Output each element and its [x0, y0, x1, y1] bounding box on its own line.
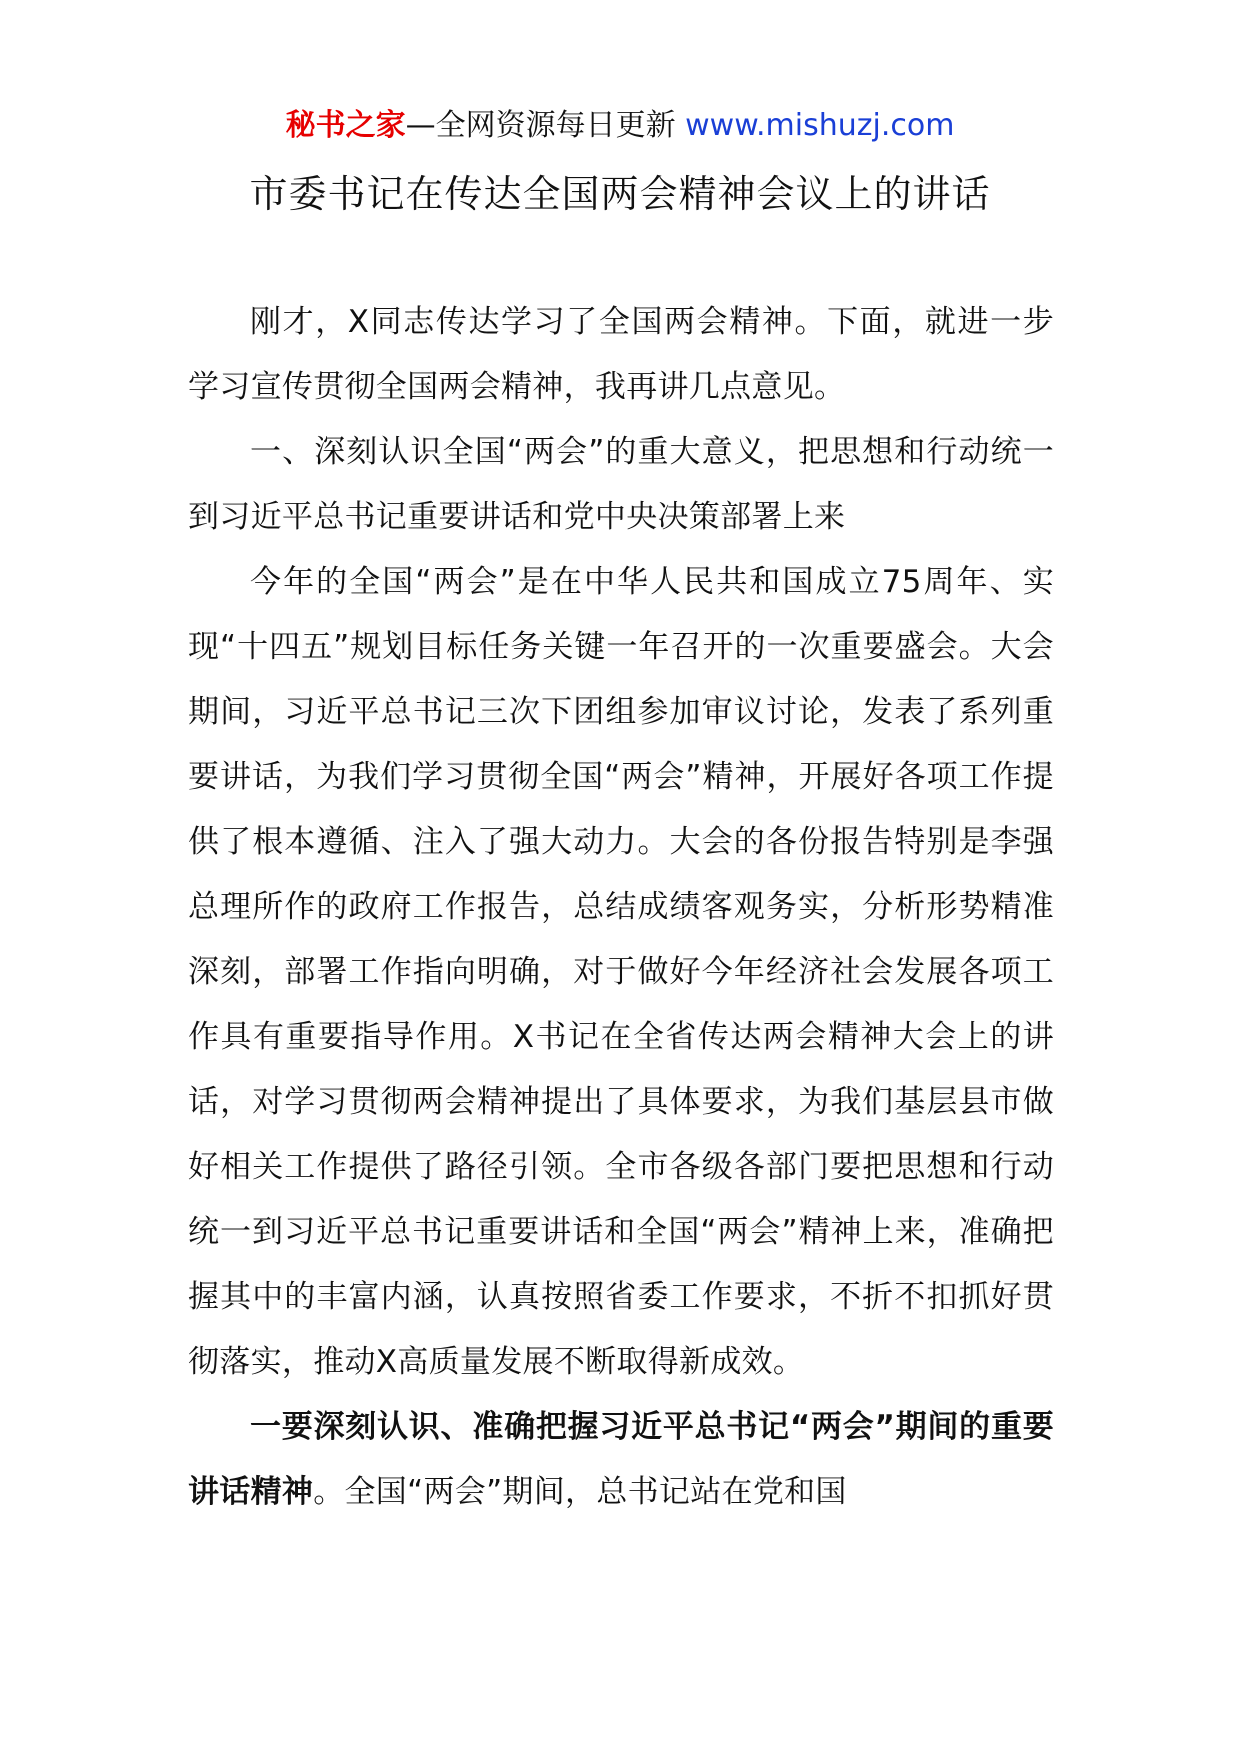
paragraph-continuation: 。全国“两会”期间，总书记站在党和国 — [313, 1474, 847, 1510]
paragraph-lead-bold: 一要深刻认识、准确把握习近平总书记“两会”期间的重要讲话精神 — [188, 1409, 1054, 1510]
section-heading: 一、深刻认识全国“两会”的重大意义，把思想和行动统一到习近平总书记重要讲话和党中央决策部署上来 — [188, 434, 1054, 535]
paragraph-significance: 今年的全国“两会”是在中华人民共和国成立75周年、实现“十四五”规划目标任务关键一年召开的一次重要盛会。大会期间，习近平总书记三次下团组参加审议讨论，发表了系列重要讲话，为我们学习贯彻全国“两会”精神，开展好各项工作提供了根本遵循、注入了强大动力。大会的各份报告特别是李强总理所作的政府工作报告，总结成绩客观务实，分析形势精准深刻，部署工作指向明确，对于做好今年经济社会发展各项工作具有重要指导作用。X书记在全省传达两会精神大会上的讲话，对学习贯彻两会精神提出了具体要求，为我们基层县市做好相关工作提供了路径引领。全市各级各部门要把思想和行动统一到习近平总书记重要讲话和全国“两会”精神上来，准确把握其中的丰富内涵，认真按照省委工作要求，不折不扣抓好贯彻落实，推动X高质量发展不断取得新成效。 — [188, 564, 1054, 1380]
document-title: 市委书记在传达全国两会精神会议上的讲话 — [249, 172, 991, 216]
paragraph-intro: 刚才，X同志传达学习了全国两会精神。下面，就进一步学习宣传贯彻全国两会精神，我再讲几点意见。 — [188, 304, 1054, 405]
header-tagline: —全网资源每日更新 — [405, 108, 686, 143]
document-body — [188, 290, 1054, 1525]
paragraph-first-requirement — [188, 1395, 1054, 1525]
brand-name: 秘书之家 — [285, 108, 406, 143]
site-url-link[interactable]: www.mishuzj.com — [685, 108, 955, 143]
site-header — [0, 104, 1240, 148]
